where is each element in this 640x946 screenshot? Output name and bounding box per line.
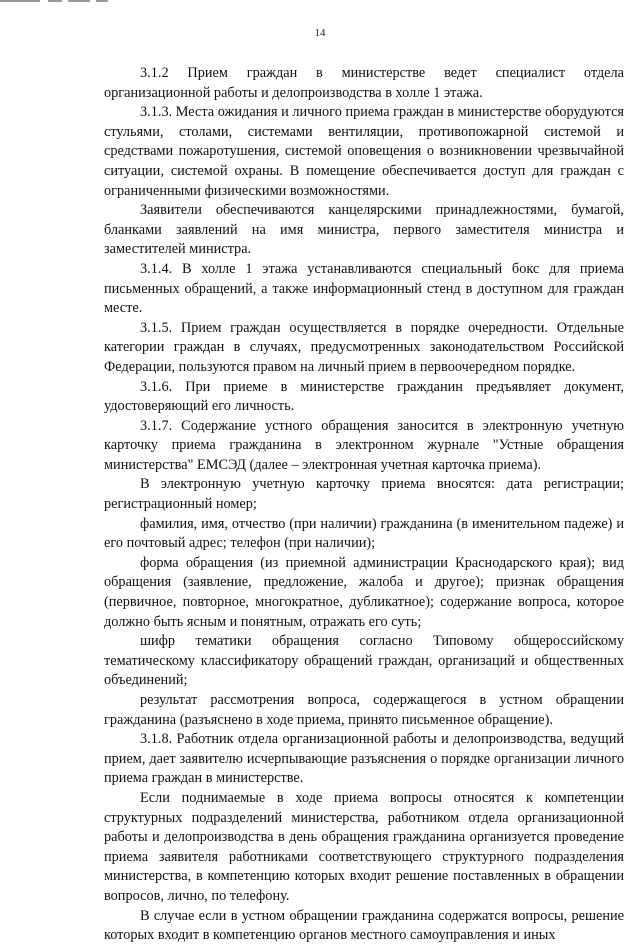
paragraph-3-1-7: 3.1.7. Содержание устного обращения заносится в электронную учетную карточку приема гражданина в электронном журнале "Устные обращения министерства" ЕМСЭД (далее – электронная учетная карточка приема). (104, 417, 624, 473)
paragraph-name-address: фамилия, имя, отчество (при наличии) гражданина (в именительном падеже) и его почтовый адрес; телефон (при наличии); (104, 515, 624, 552)
paragraph-applicants-supplies: Заявители обеспечиваются канцелярскими принадлежностями, бумагой, бланками заявлений на имя министра, первого заместителя министра и заместителей министра. (104, 202, 624, 258)
paragraph-card-fields: В электронную учетную карточку приема вносятся: дата регистрации; регистрационный номер; (104, 476, 624, 513)
paragraph-3-1-4: 3.1.4. В холле 1 этажа устанавливаются специальный бокс для приема письменных обращений, а также информационный стенд в доступном для граждан месте. (104, 260, 624, 317)
paragraph-local-government: В случае если в устном обращении гражданина содержатся вопросы, решение которых входит в компетенцию органов местного самоуправления и иных (104, 907, 624, 944)
paragraph-3-1-2: 3.1.2 Прием граждан в министерстве ведет специалист отдела организационной работы и делопроизводства в холле 1 этажа. (104, 65, 624, 101)
paragraph-3-1-5: 3.1.5. Прием граждан осуществляется в порядке очередности. Отдельные категории граждан в случаях, предусмотренных законодательством Российской Федерации, пользуются правом на личный прием в первоочередном порядке. (104, 319, 624, 375)
scan-corner-mark (0, 0, 110, 4)
paragraph-3-1-8: 3.1.8. Работник отдела организационной работы и делопроизводства, ведущий прием, дает заявителю исчерпывающие разъяснения о порядке организации личного приема граждан в министерстве. (104, 731, 624, 787)
paragraph-3-1-6: 3.1.6. При приеме в министерстве гражданин предъявляет документ, удостоверяющий его личность. (104, 378, 624, 415)
document-body (104, 64, 624, 946)
paragraph-structural-units: Если поднимаемые в ходе приема вопросы относятся к компетенции структурных подразделений министерства, работником отдела организационной работы и делопроизводства в день обращения гражданина организуется проведение приема заявителя работниками соответствующего структурного подразделения министерства, в компетенцию которых входит решение поставленных в обращении вопросов, лично, по телефону. (104, 789, 624, 904)
paragraph-3-1-3: 3.1.3. Места ожидания и личного приема граждан в министерстве оборудуются стульями, столами, системами вентиляции, противопожарной системой и средствами пожаротушения, системой оповещения о возникновении чрезвычайной ситуации, системой охраны. В помещение обеспечивается доступ для граждан с ограниченными физическими возможностями. (104, 104, 624, 199)
paragraph-appeal-form: форма обращения (из приемной администрации Краснодарского края); вид обращения (заявление, предложение, жалоба и другое); признак обращения (первичное, повторное, многократное, дубликатное); содержание вопроса, которое должно быть ясным и понятным, отражать его суть; (104, 554, 624, 630)
paragraph-theme-code: шифр тематики обращения согласно Типовому общероссийскому тематическому классификатору обращений граждан, организаций и общественных объединений; (104, 633, 624, 689)
page-number: 14 (314, 27, 326, 39)
paragraph-result: результат рассмотрения вопроса, содержащегося в устном обращении гражданина (разъяснено в ходе приема, принято письменное обращение). (104, 692, 624, 728)
